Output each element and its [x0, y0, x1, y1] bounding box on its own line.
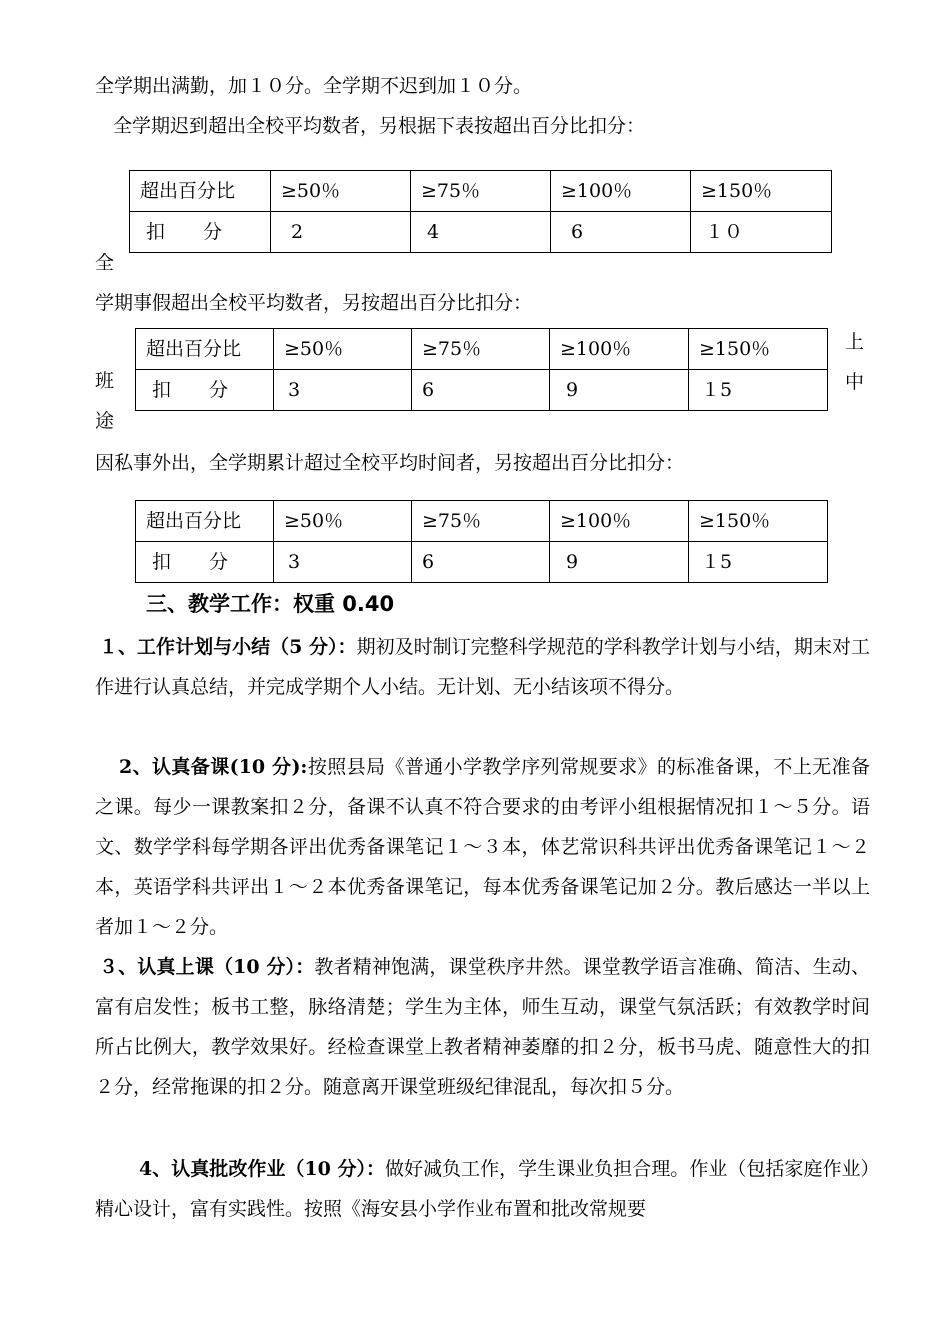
table-cell: ≥150％ [689, 501, 828, 542]
table-cell: 3 [274, 370, 412, 411]
table-row [136, 542, 828, 583]
table-header-row [130, 171, 832, 212]
table-cell: 2 [271, 212, 411, 253]
side-char-tu: 途 [95, 410, 115, 432]
table-cell: ≥150％ [689, 329, 828, 370]
table-cell: ≥100％ [550, 329, 689, 370]
side-char-shang: 上 [845, 331, 865, 353]
table-cell: ≥150％ [691, 171, 832, 212]
item-1-paragraph [95, 627, 870, 707]
table-row [130, 212, 832, 253]
table-cell: ≥50％ [274, 329, 412, 370]
table-cell: 扣 分 [136, 370, 274, 411]
table-cell: 6 [412, 542, 550, 583]
section-title: 三、教学工作：权重 0.40 [146, 592, 395, 616]
table-cell: ≥50％ [274, 501, 412, 542]
table-cell: ≥75％ [412, 329, 550, 370]
attendance-bonus-line: 全学期出满勤，加１０分。全学期不迟到加１０分。 [95, 75, 533, 97]
late-deduction-table [129, 170, 832, 253]
item-4-body: 做好减负工作，学生课业负担合理。作业（包括家庭作业）精心设计，富有实践性。按照《海安县小学作业布置和批改常规要 [95, 1158, 870, 1220]
item-3-title: ３、认真上课（10 分）： [99, 956, 315, 978]
item-1-title: １、工作计划与小结（5 分）： [99, 636, 357, 658]
table-cell: 4 [411, 212, 551, 253]
late-intro-line: 全学期迟到超出全校平均数者，另根据下表按超出百分比扣分： [113, 115, 646, 137]
table-cell: ≥75％ [411, 171, 551, 212]
table-cell: 6 [412, 370, 550, 411]
item-4-paragraph [95, 1149, 870, 1229]
table-cell: ≥100％ [551, 171, 691, 212]
table-cell: ≥75％ [412, 501, 550, 542]
table-cell: １０ [691, 212, 832, 253]
item-3-body: 教者精神饱满，课堂秩序井然。课堂教学语言准确、简洁、生动、富有启发性；板书工整，脉络清楚；学生为主体，师生互动，课堂气氛活跃；有效教学时间所占比例大，教学效果好。经检查课堂上教者精神萎靡的扣２分，板书马虎、随意性大的扣２分，经常拖课的扣２分。随意离开课堂班级纪律混乱，每次扣５分。 [95, 956, 870, 1098]
table-cell: 9 [550, 370, 689, 411]
table-cell: 6 [551, 212, 691, 253]
table-cell: 扣 分 [130, 212, 271, 253]
out-intro-line: 因私事外出，全学期累计超过全校平均时间者，另按超出百分比扣分： [95, 452, 685, 474]
item-2-body: 按照县局《普通小学教学序列常规要求》的标准备课，不上无准备之课。每少一课教案扣２分，备课不认真不符合要求的由考评小组根据情况扣１～５分。语文、数学学科每学期各评出优秀备课笔记１～３本，体艺常识科共评出优秀备课笔记１～２本，英语学科共评出１～２本优秀备课笔记，每本优秀备课笔记加２分。教后感达一半以上者加１～２分。 [95, 756, 870, 938]
table-cell: 超出百分比 [130, 171, 271, 212]
leave-deduction-table [135, 328, 828, 411]
table-header-row [136, 501, 828, 542]
item-2-title: 2、认真备课(10 分): [119, 756, 308, 778]
table-cell: １5 [689, 370, 828, 411]
item-3-paragraph [95, 947, 870, 1107]
item-1-body: 期初及时制订完整科学规范的学科教学计划与小结，期末对工作进行认真总结，并完成学期个人小结。无计划、无小结该项不得分。 [95, 636, 870, 698]
table-cell: 3 [274, 542, 412, 583]
table-header-row [136, 329, 828, 370]
item-4-title: 4、认真批改作业（10 分）： [139, 1158, 386, 1180]
table-cell: 9 [550, 542, 689, 583]
side-char-ban: 班 [95, 370, 115, 392]
side-char-zhong: 中 [845, 371, 865, 393]
side-char-quan: 全 [95, 252, 115, 274]
table-cell: 超出百分比 [136, 329, 274, 370]
out-deduction-table [135, 500, 828, 583]
table-cell: 扣 分 [136, 542, 274, 583]
table-row [136, 370, 828, 411]
item-2-paragraph [95, 747, 870, 947]
table-cell: 超出百分比 [136, 501, 274, 542]
leave-intro-line: 学期事假超出全校平均数者，另按超出百分比扣分： [95, 292, 533, 314]
table-cell: １5 [689, 542, 828, 583]
table-cell: ≥50％ [271, 171, 411, 212]
table-cell: ≥100％ [550, 501, 689, 542]
